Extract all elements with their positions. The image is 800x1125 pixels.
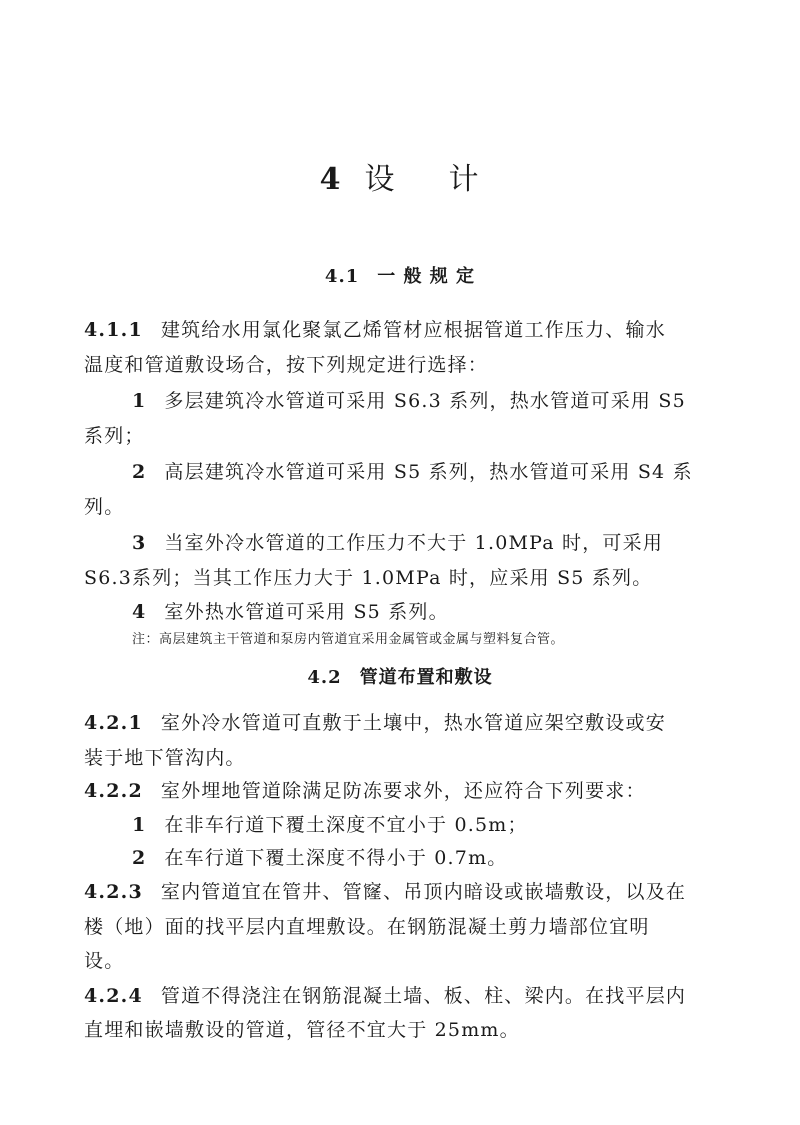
clause-number: 4.2.1: [84, 712, 143, 734]
item-2-line1: [132, 457, 772, 484]
section-title: 一 般 规 定: [377, 266, 476, 287]
chapter-title-part2: 计: [448, 162, 481, 197]
item-number: 3: [132, 532, 147, 554]
item-number: 4: [132, 601, 147, 623]
item-text: 室外热水管道可采用 S5 系列。: [164, 601, 449, 623]
note: 注：高层建筑主干管道和泵房内管道宜采用金属管或金属与塑料复合管。: [132, 632, 565, 647]
item-3-line2: S6.3系列；当其工作压力大于 1.0MPa 时，应采用 S5 系列。: [84, 567, 653, 589]
clause-4-2-2-item-1: [132, 810, 772, 837]
clause-4-2-3-line3: 设。: [84, 950, 125, 972]
item-text: 高层建筑冷水管道可采用 S5 系列，热水管道可采用 S4 系: [164, 461, 693, 483]
clause-4-1-1-line2: 温度和管道敷设场合，按下列规定进行选择：: [84, 354, 489, 376]
item-number: 1: [132, 814, 147, 836]
clause-4-1-1-line1: [84, 315, 724, 342]
clause-4-2-2-line1: [84, 776, 724, 803]
item-text: 当室外冷水管道的工作压力不大于 1.0MPa 时，可采用: [164, 532, 664, 554]
section-title: 管道布置和敷设: [359, 667, 493, 688]
clause-4-2-1-line1: [84, 708, 724, 735]
clause-4-2-3-line2: 楼（地）面的找平层内直埋敷设。在钢筋混凝土剪力墙部位宜明: [84, 916, 650, 938]
item-number: 2: [132, 461, 147, 483]
item-4-line1: [132, 597, 772, 624]
section-number: 4.1: [324, 266, 360, 287]
clause-4-2-1-line2: 装于地下管沟内。: [84, 747, 246, 769]
item-2-line2: 列。: [84, 496, 125, 518]
item-number: 1: [132, 390, 147, 412]
clause-number: 4.2.2: [84, 780, 143, 802]
chapter-title: [0, 154, 800, 198]
clause-text: 管道不得浇注在钢筋混凝土墙、板、柱、梁内。在找平层内: [160, 985, 687, 1007]
section-heading-4-2: [0, 663, 800, 689]
clause-4-2-2-item-2: [132, 843, 772, 870]
item-text: 在非车行道下覆土深度不宜小于 0.5m；: [164, 814, 528, 836]
item-text: 在车行道下覆土深度不得小于 0.7m。: [164, 847, 508, 869]
clause-4-2-4-line2: 直埋和嵌墙敷设的管道，管径不宜大于 25mm。: [84, 1019, 520, 1041]
item-1-line2: 系列；: [84, 425, 145, 447]
section-number: 4.2: [307, 667, 342, 688]
clause-number: 4.2.4: [84, 985, 143, 1007]
chapter-number: 4: [319, 162, 343, 197]
item-text: 多层建筑冷水管道可采用 S6.3 系列，热水管道可采用 S5: [164, 390, 686, 412]
clause-number: 4.1.1: [84, 319, 143, 341]
item-1-line1: [132, 386, 772, 413]
clause-4-2-4-line1: [84, 981, 724, 1008]
chapter-title-part1: 设: [364, 162, 397, 197]
item-3-line1: [132, 528, 772, 555]
clause-4-2-3-line1: [84, 877, 724, 904]
clause-text: 建筑给水用氯化聚氯乙烯管材应根据管道工作压力、输水: [160, 319, 666, 341]
clause-number: 4.2.3: [84, 881, 143, 903]
clause-text: 室外冷水管道可直敷于土壤中，热水管道应架空敷设或安: [160, 712, 666, 734]
clause-text: 室内管道宜在管井、管窿、吊顶内暗设或嵌墙敷设，以及在: [160, 881, 687, 903]
clause-text: 室外埋地管道除满足防冻要求外，还应符合下列要求：: [160, 780, 646, 802]
item-number: 2: [132, 847, 147, 869]
section-heading-4-1: [0, 262, 800, 288]
